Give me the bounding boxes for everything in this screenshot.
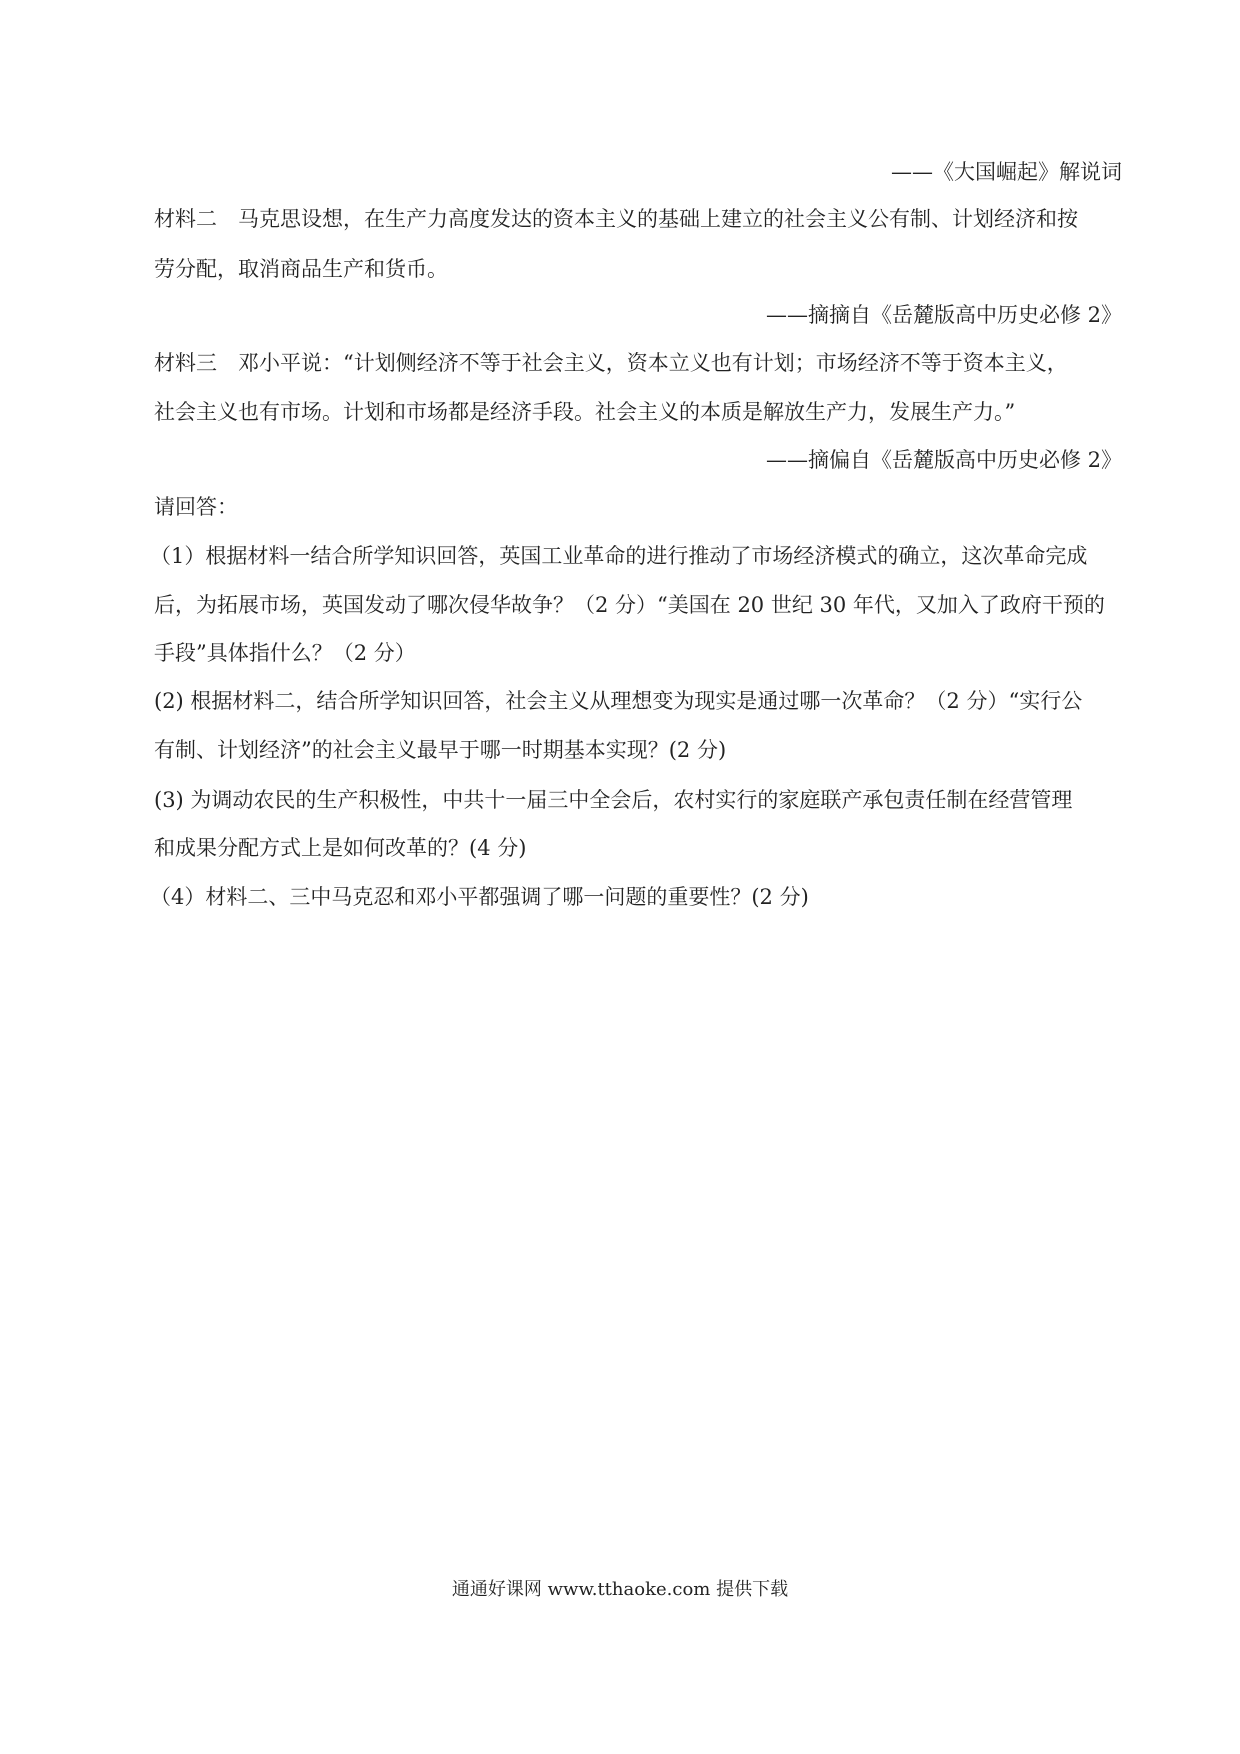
material1-source: ——《大国崛起》解说词	[891, 160, 1122, 184]
answer-prompt: 请回答：	[154, 495, 238, 519]
question-4-line1: （4）材料二、三中马克忍和邓小平都强调了哪一问题的重要性？(2 分)	[150, 885, 809, 909]
material3-line1: 材料三 邓小平说：“计划侧经济不等于社会主义，资本立义也有计划；市场经济不等于资本主义，	[154, 351, 1068, 375]
question-1-line3: 手段”具体指什么？（2 分）	[154, 641, 416, 665]
material3-line2: 社会主义也有市场。计划和市场都是经济手段。社会主义的本质是解放生产力，发展生产力。”	[154, 400, 1016, 424]
question-3-line1: (3) 为调动农民的生产积极性，中共十一届三中全会后，农村实行的家庭联产承包责任制在经营管理	[154, 788, 1073, 812]
question-2-line1: (2) 根据材料二，结合所学知识回答，社会主义从理想变为现实是通过哪一次革命？（2 分）“实行公	[154, 689, 1083, 713]
material3-source: ——摘偏自《岳麓版高中历史必修 2》	[765, 448, 1122, 472]
material2-line1: 材料二 马克思设想，在生产力高度发达的资本主义的基础上建立的社会主义公有制、计划经济和按	[154, 207, 1078, 231]
question-2-line2: 有制、计划经济”的社会主义最早于哪一时期基本实现？(2 分)	[154, 738, 727, 762]
question-1-line1: （1）根据材料一结合所学知识回答，英国工业革命的进行推动了市场经济模式的确立，这次革命完成	[150, 544, 1088, 568]
material2-line2: 劳分配，取消商品生产和货币。	[154, 257, 448, 281]
material2-source: ——摘摘自《岳麓版高中历史必修 2》	[765, 303, 1122, 327]
footer-download-note: 通通好课网 www.tthaoke.com 提供下载	[451, 1579, 789, 1600]
question-3-line2: 和成果分配方式上是如何改革的？(4 分)	[154, 836, 527, 860]
question-1-line2: 后，为拓展市场，英国发动了哪次侵华故争？（2 分）“美国在 20 世纪 30 年代，又加入了政府干预的	[154, 593, 1105, 617]
